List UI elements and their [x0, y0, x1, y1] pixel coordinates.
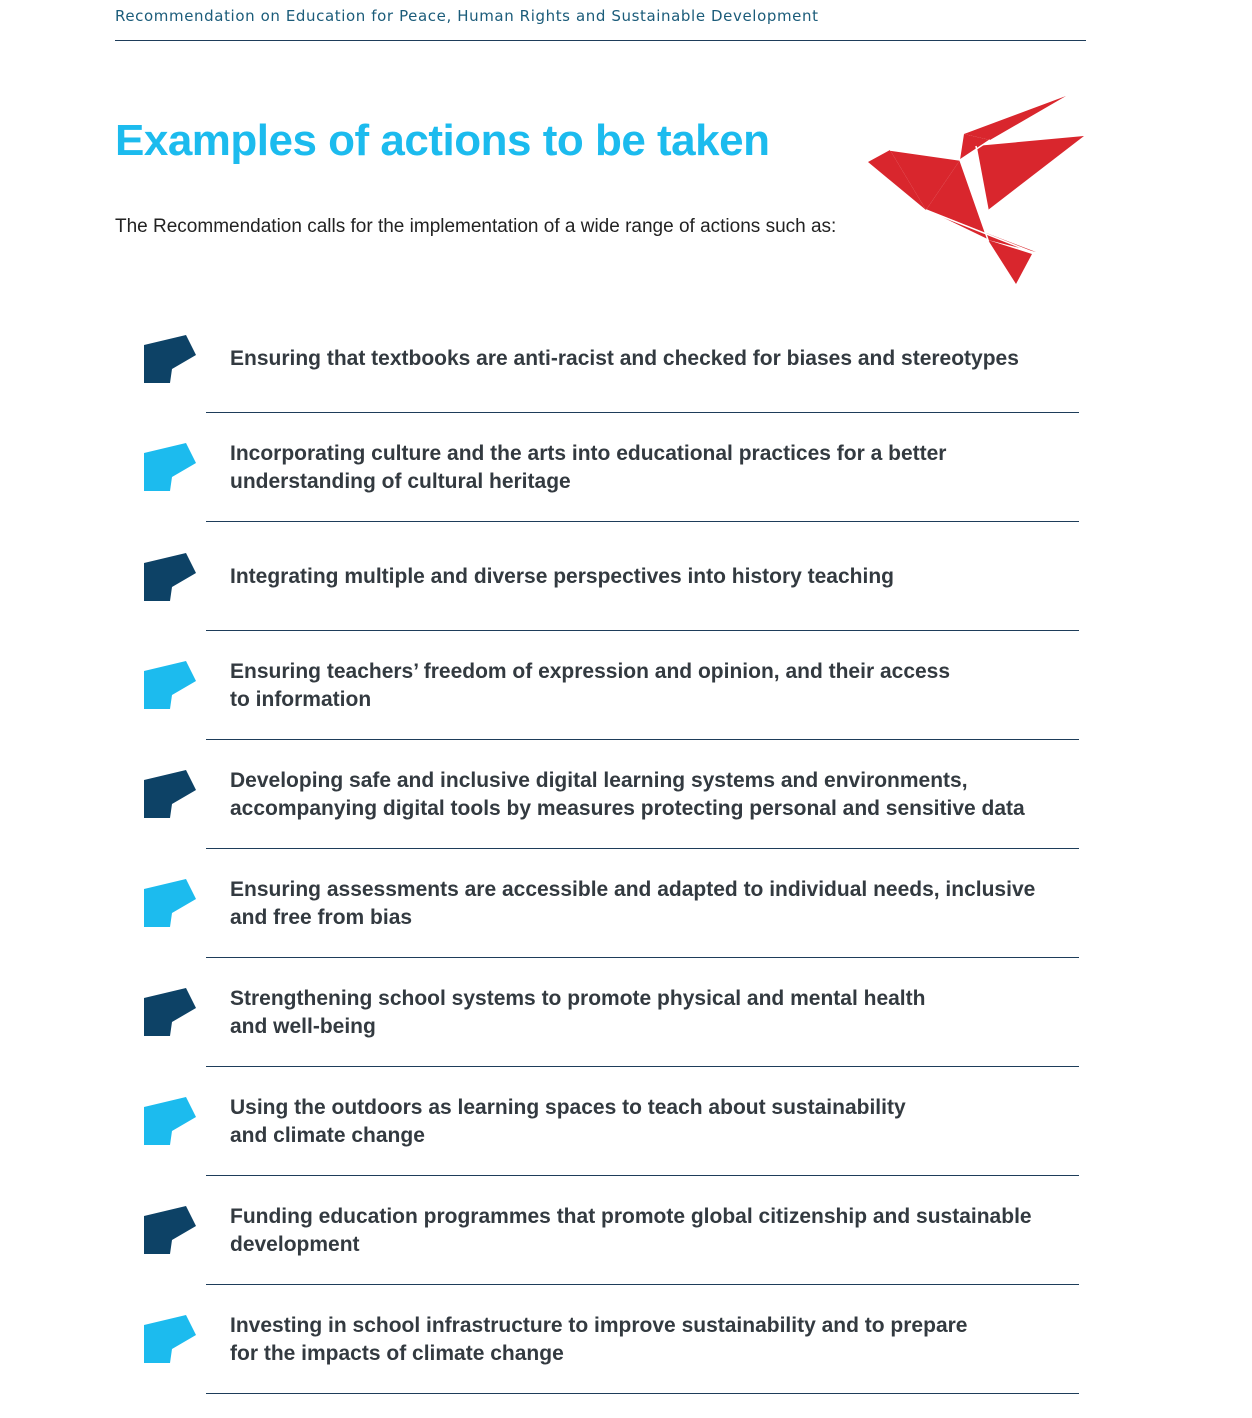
- flag-marker-icon: [144, 1206, 196, 1256]
- page-title: Examples of actions to be taken: [115, 116, 770, 165]
- list-item: [0, 304, 1252, 413]
- flag-marker-icon: [144, 661, 196, 711]
- flag-marker-icon: [144, 879, 196, 929]
- flag-marker-icon: [144, 1097, 196, 1147]
- list-item: [0, 849, 1252, 958]
- list-item: [0, 413, 1252, 522]
- action-text: Ensuring teachers’ freedom of expression and opinion, and their access to information: [230, 660, 951, 711]
- intro-text: The Recommendation calls for the implementation of a wide range of actions such as:: [115, 216, 837, 237]
- action-text: Ensuring assessments are accessible and adapted to individual needs, inclusive and free from bias: [230, 878, 1036, 929]
- list-item: [0, 1067, 1252, 1176]
- list-item: [0, 740, 1252, 849]
- list-item: [0, 1285, 1252, 1394]
- action-text: Investing in school infrastructure to improve sustainability and to prepare for the impacts of climate change: [230, 1314, 968, 1365]
- action-text: Funding education programmes that promote global citizenship and sustainable development: [230, 1205, 1032, 1256]
- flag-marker-icon: [144, 988, 196, 1038]
- action-text: Ensuring that textbooks are anti-racist and checked for biases and stereotypes: [230, 347, 1019, 370]
- list-item: [0, 631, 1252, 740]
- actions-list: [0, 304, 1252, 1394]
- list-item: [0, 1176, 1252, 1285]
- flag-marker-icon: [144, 770, 196, 820]
- list-item: [0, 522, 1252, 631]
- divider: [206, 1393, 1079, 1394]
- flag-marker-icon: [144, 553, 196, 603]
- action-text: Strengthening school systems to promote physical and mental health and well-being: [230, 987, 926, 1038]
- action-text: Integrating multiple and diverse perspectives into history teaching: [230, 565, 894, 588]
- origami-bird-icon: [866, 94, 1086, 288]
- list-item: [0, 958, 1252, 1067]
- action-text: Using the outdoors as learning spaces to teach about sustainability and climate change: [230, 1096, 906, 1147]
- running-header: Recommendation on Education for Peace, Human Rights and Sustainable Development: [115, 7, 819, 25]
- action-text: Incorporating culture and the arts into educational practices for a better understanding of cultural heritage: [230, 442, 947, 493]
- flag-marker-icon: [144, 1315, 196, 1365]
- header-rule: [115, 40, 1086, 41]
- flag-marker-icon: [144, 335, 196, 385]
- action-text: Developing safe and inclusive digital learning systems and environments, accompanying digital tools by measures protecting personal and sensitive data: [230, 769, 1025, 820]
- flag-marker-icon: [144, 443, 196, 493]
